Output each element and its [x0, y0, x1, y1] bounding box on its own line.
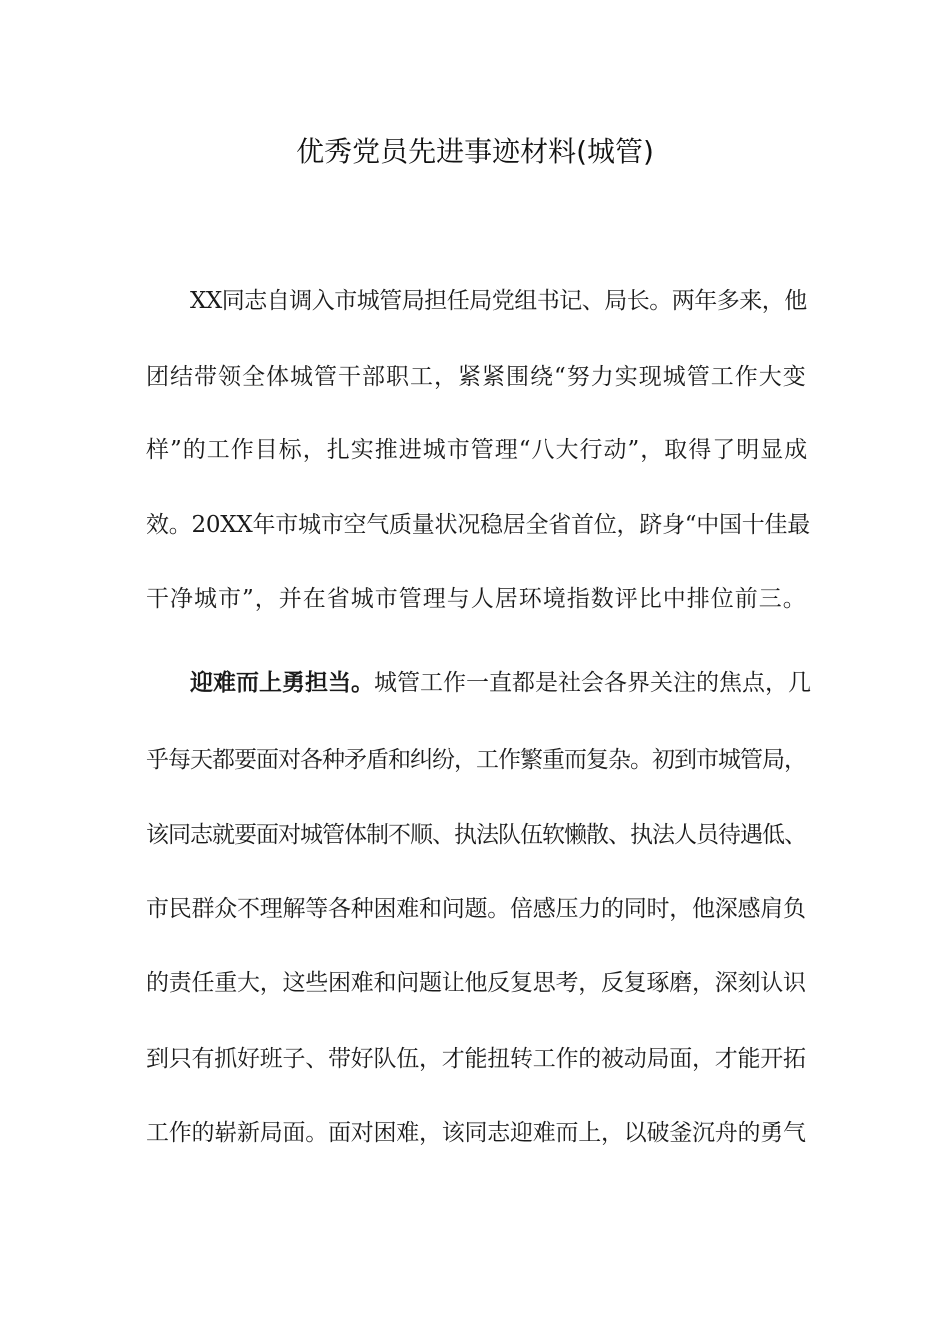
paragraph-line: 工作的崭新局面。面对困难，该同志迎难而上，以破釜沉舟的勇气: [146, 1120, 806, 1146]
paragraph-first-line: [190, 668, 811, 698]
paragraph-line: 样”的工作目标，扎实推进城市管理“八大行动”，取得了明显成: [146, 437, 809, 463]
paragraph-line: 的责任重大，这些困难和问题让他反复思考，反复琢磨，深刻认识: [146, 970, 806, 996]
paragraph-line: 乎每天都要面对各种矛盾和纠纷，工作繁重而复杂。初到市城管局，: [146, 747, 806, 773]
paragraph-line: 市民群众不理解等各种困难和问题。倍感压力的同时，他深感肩负: [146, 896, 806, 922]
paragraph-line: 到只有抓好班子、带好队伍，才能扭转工作的被动局面，才能开拓: [146, 1046, 806, 1072]
document-title: 优秀党员先进事迹材料(城管): [296, 135, 654, 168]
paragraph-heading: 迎难而上勇担当。: [190, 669, 374, 696]
paragraph-line: 团结带领全体城管干部职工，紧紧围绕“努力实现城管工作大变: [146, 364, 807, 390]
paragraph-line: XX同志自调入市城管局担任局党组书记、局长。两年多来，他: [190, 288, 807, 314]
paragraph-first-line-text: 城管工作一直都是社会各界关注的焦点，几: [374, 670, 811, 696]
paragraph-line: 该同志就要面对城管体制不顺、执法队伍软懒散、执法人员待遇低、: [146, 822, 806, 848]
paragraph-line: 效。20XX年市城市空气质量状况稳居全省首位，跻身“中国十佳最: [146, 512, 811, 538]
paragraph-line: 干净城市”，并在省城市管理与人居环境指数评比中排位前三。: [146, 586, 807, 612]
